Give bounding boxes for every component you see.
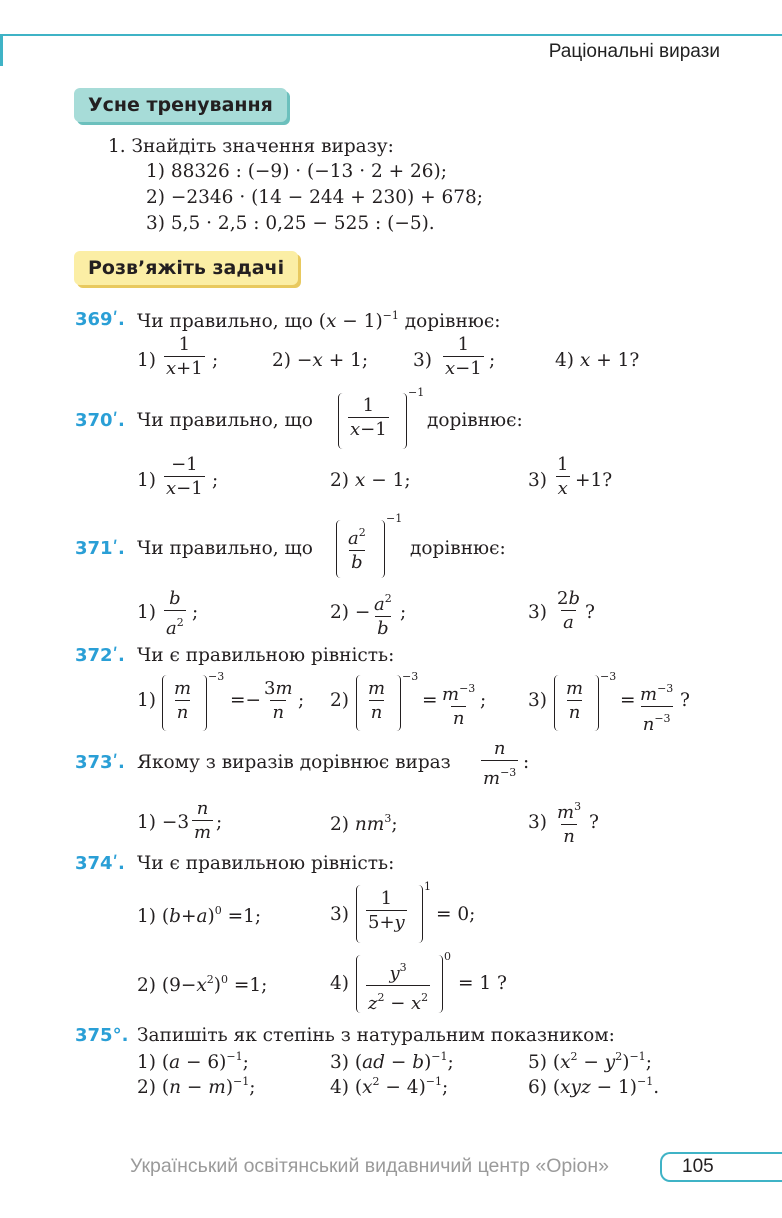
fraction: $\frac{1}{x+1}$ xyxy=(166,334,203,379)
option-369-4: 4) x + 1? xyxy=(555,350,640,371)
fraction: $\frac{-1}{x-1}$ xyxy=(166,454,203,499)
page-number: 105 xyxy=(660,1152,782,1182)
option-374-1: 1) $(b+a)^0 =1$; xyxy=(137,904,262,927)
problem-372-text: Чи є правильною рівність: xyxy=(137,645,395,666)
oral-training-badge: Усне тренування xyxy=(74,88,287,122)
problem-371-text: Чи правильно, що xyxy=(137,538,313,559)
oral-item-3: 3) 5,5 · 2,5 : 0,25 − 525 : (−5). xyxy=(146,213,435,234)
problem-374-number: 374ʹ. xyxy=(75,853,125,874)
fraction: $\frac{2b}{a}$ xyxy=(557,588,580,633)
oral-item-1: 1) 88326 : (−9) · (−13 · 2 + 26); xyxy=(146,161,447,182)
problem-369-number: 369ʹ. xyxy=(75,309,125,330)
problem-369-text: Чи правильно, що $(x - 1)^{-1}$ дорівнює: xyxy=(137,309,501,332)
fraction: $\frac{m^{-3}}{n}$ xyxy=(442,682,476,729)
section-title: Раціональні вирази xyxy=(548,41,720,62)
option-374-2: 2) $(9-x^2)^0 =1$; xyxy=(137,973,268,996)
option-label: 1) xyxy=(137,350,156,371)
problem-370-text: Чи правильно, що xyxy=(137,410,313,431)
fraction: $\frac{m}{n}$ xyxy=(368,678,386,723)
problem-374-text: Чи є правильною рівність: xyxy=(137,853,395,874)
option-369-2: 2) −x + 1; xyxy=(272,350,369,371)
fraction: $\frac{a^2}{b}$ xyxy=(348,526,366,573)
problem-375-number: 375°. xyxy=(75,1025,129,1046)
fraction: $\frac{m^3}{n}$ xyxy=(557,800,582,847)
problem-370-number: 370ʹ. xyxy=(75,410,125,431)
problem-372-number: 372ʹ. xyxy=(75,645,125,666)
problem-373-text: Якому з виразів дорівнює вираз xyxy=(137,752,451,773)
problem-373-number: 373ʹ. xyxy=(75,752,125,773)
fraction: $\frac{1}{x-1}$ xyxy=(445,334,482,379)
fraction: $\frac{a^2}{b}$ xyxy=(374,592,392,639)
page-header xyxy=(0,34,782,66)
fraction: $\frac{3m}{n}$ xyxy=(264,678,293,723)
fraction: $\frac{m^{-3}}{n^{-3}}$ xyxy=(640,682,674,735)
option-370-2: 2) x − 1; xyxy=(330,470,411,491)
oral-item-2: 2) −2346 · (14 − 244 + 230) + 678; xyxy=(146,187,484,208)
oral-task-label: 1. Знайдіть значення виразу: xyxy=(108,136,394,157)
fraction: $\frac{b}{a^2}$ xyxy=(166,588,184,639)
fraction: $\frac{n}{m^{-3}}$ xyxy=(483,738,517,789)
fraction: $\frac{1}{5+y}$ xyxy=(368,888,405,933)
fraction: $\frac{m}{n}$ xyxy=(566,678,584,723)
fraction: $\frac{n}{m}$ xyxy=(194,798,212,843)
publisher-footer: Український освітянський видавничий центр «Оріон» xyxy=(130,1155,610,1177)
problem-375-text: Запишіть як степінь з натуральним показником: xyxy=(137,1025,615,1046)
fraction: $\frac{1}{x-1}$ xyxy=(350,395,387,440)
problem-371-number: 371ʹ. xyxy=(75,538,125,559)
solve-problems-badge: Розв’яжіть задачі xyxy=(74,251,298,285)
option-373-2: 2) $nm^3$; xyxy=(330,812,398,835)
fraction: $\frac{1}{x}$ xyxy=(557,454,569,499)
fraction: $\frac{m}{n}$ xyxy=(174,678,192,723)
fraction: $\frac{y^3}{z^2 - x^2}$ xyxy=(368,961,429,1014)
